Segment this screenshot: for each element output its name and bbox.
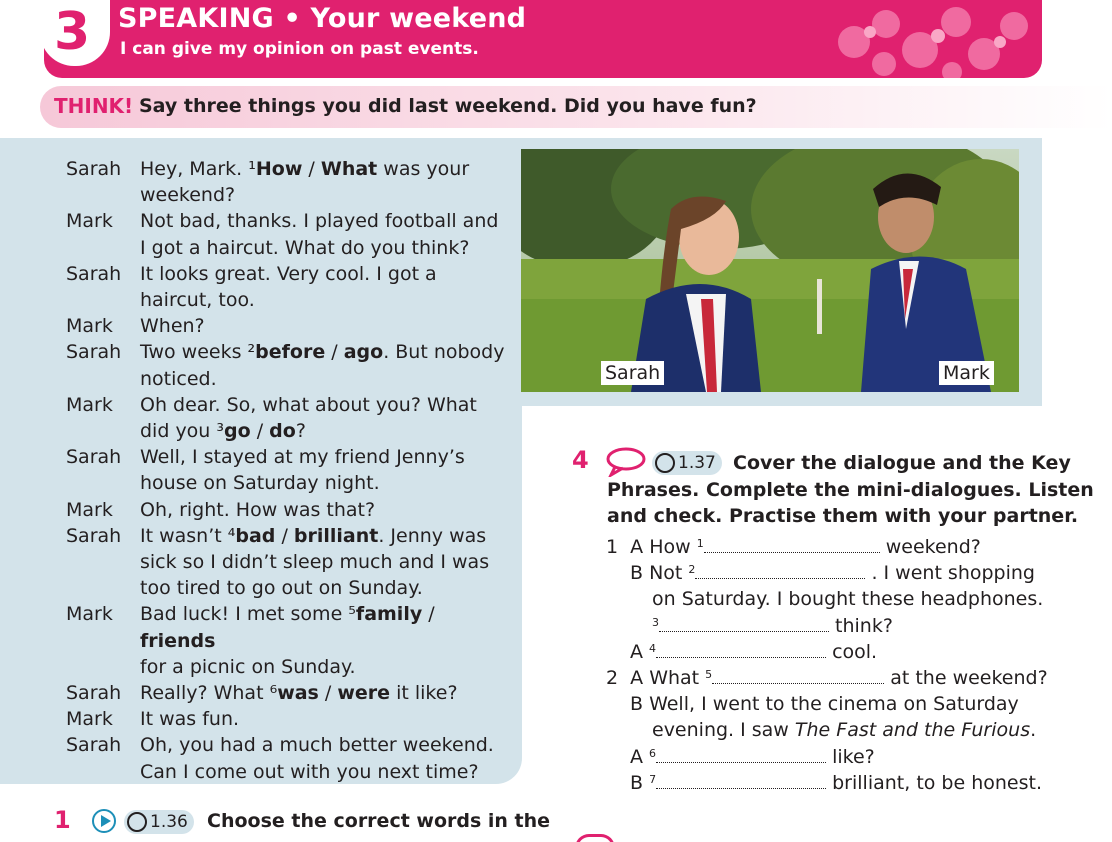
dialogue-speaker (66, 470, 140, 496)
mini-dialogue-line: 2 A What $^5$ at the weekend? (606, 666, 1048, 689)
exercise-1-instruction: Choose the correct words in the (207, 810, 551, 832)
dialogue-text: It wasn’t ⁴bad / brilliant. Jenny was (140, 524, 487, 547)
dialogue-line (66, 339, 516, 365)
mini-dialogue-line: B Well, I went to the cinema on Saturday (630, 693, 1019, 716)
exercise-4-instruction-line-1: Cover the dialogue and the Key (733, 452, 1071, 474)
dialogue-line (66, 208, 516, 234)
dialogue-speaker (66, 759, 140, 785)
photo-illustration (521, 149, 1019, 392)
dialogue-text: too tired to go out on Sunday. (140, 577, 423, 600)
dialogue-text: It was fun. (140, 708, 240, 731)
dialogue-line (66, 156, 516, 182)
think-label: THINK! (54, 94, 134, 118)
answer-blank-3[interactable] (659, 614, 829, 632)
video-still-photo (521, 149, 1019, 392)
dialogue-line (66, 261, 516, 287)
dialogue-text: Oh, right. How was that? (140, 498, 376, 521)
audio-track-1-37[interactable] (652, 451, 722, 475)
dialogue-speaker: Sarah (66, 158, 122, 180)
dialogue-line (66, 470, 516, 496)
dialogue-text: Oh dear. So, what about you? What (140, 393, 477, 416)
dialogue-speaker (66, 366, 140, 392)
exercise-1-number: 1 (54, 806, 71, 834)
dialogue-text: noticed. (140, 367, 217, 390)
answer-blank-1[interactable] (704, 535, 880, 553)
dialogue-line (66, 601, 516, 653)
dialogue (66, 156, 516, 785)
dialogue-text: Not bad, thanks. I played football and (140, 210, 499, 233)
think-prompt: Say three things you did last weekend. Did you have fun? (139, 95, 757, 117)
dialogue-line (66, 235, 516, 261)
dialogue-line (66, 497, 516, 523)
lesson-title: SPEAKING • Your weekend (118, 3, 527, 34)
play-video-icon[interactable] (92, 809, 116, 833)
speech-bubble-icon (575, 834, 615, 842)
audio-disc-icon (127, 812, 147, 832)
answer-blank-6[interactable] (656, 745, 826, 763)
dialogue-speaker (66, 235, 140, 261)
dialogue-text: haircut, too. (140, 289, 255, 312)
dialogue-line (66, 706, 516, 732)
dialogue-line (66, 759, 516, 785)
dialogue-line (66, 523, 516, 549)
lesson-number: 3 (54, 2, 91, 62)
dialogue-text: sick so I didn’t sleep much and I was (140, 551, 490, 574)
dialogue-line (66, 287, 516, 313)
dialogue-speaker: Mark (66, 315, 113, 338)
audio-track-number: 1.36 (150, 812, 188, 832)
audio-track-1-36[interactable] (124, 810, 194, 834)
dialogue-speaker: Sarah (66, 524, 122, 547)
dialogue-line (66, 366, 516, 392)
dialogue-text: Hey, Mark. ¹How / What was your (140, 158, 470, 180)
dialogue-text: I got a haircut. What do you think? (140, 236, 470, 259)
mini-dialogue-line: $^3$ think? (652, 614, 893, 637)
dialogue-speaker: Mark (66, 603, 113, 626)
dialogue-line (66, 392, 516, 418)
answer-blank-4[interactable] (656, 640, 826, 658)
dialogue-text: Well, I stayed at my friend Jenny’s (140, 446, 465, 469)
dialogue-line (66, 732, 516, 758)
mini-dialogue-line: B Not $^2$ . I went shopping (630, 562, 1035, 585)
mini-dialogue-line: on Saturday. I bought these headphones. (652, 588, 1044, 611)
dialogue-speaker: Sarah (66, 341, 122, 364)
dialogue-text: Oh, you had a much better weekend. (140, 734, 494, 757)
audio-disc-icon (655, 453, 675, 473)
answer-blank-7[interactable] (656, 771, 826, 789)
mini-dialogues (606, 534, 1046, 796)
lesson-subtitle: I can give my opinion on past events. (120, 39, 479, 59)
dialogue-speaker: Mark (66, 498, 113, 521)
dialogue-text: Bad luck! I met some ⁵family / friends (140, 603, 435, 652)
speech-bubble-icon (605, 447, 647, 477)
exercise-4-instruction-line-2: Phrases. Complete the mini-dialogues. Listen (607, 479, 1094, 501)
dialogue-speaker (66, 418, 140, 444)
exercise-4-number: 4 (572, 446, 589, 474)
dialogue-line (66, 549, 516, 575)
mini-dialogue-line: A $^6$ like? (630, 745, 875, 768)
dialogue-speaker: Mark (66, 393, 113, 416)
dialogue-line (66, 680, 516, 706)
dialogue-speaker: Sarah (66, 682, 122, 705)
dialogue-line (66, 418, 516, 444)
dialogue-line (66, 182, 516, 208)
mini-dialogue-line: evening. I saw The Fast and the Furious. (652, 719, 1037, 742)
dialogue-speaker (66, 575, 140, 601)
dialogue-text: for a picnic on Sunday. (140, 655, 356, 678)
dialogue-speaker (66, 182, 140, 208)
exercise-4-instruction-line-3: and check. Practise them with your partner. (607, 505, 1079, 527)
photo-caption-sarah: Sarah (601, 361, 664, 385)
dialogue-text: Can I come out with you next time? (140, 760, 479, 783)
dialogue-line (66, 313, 516, 339)
dialogue-speaker: Sarah (66, 734, 122, 757)
answer-blank-2[interactable] (695, 561, 865, 579)
dialogue-text: weekend? (140, 184, 236, 207)
dialogue-speaker (66, 654, 140, 680)
dialogue-speaker (66, 549, 140, 575)
dialogue-speaker: Sarah (66, 446, 122, 469)
dialogue-line (66, 654, 516, 680)
dialogue-text: house on Saturday night. (140, 472, 380, 495)
decorative-pattern (824, 2, 1034, 78)
mini-dialogue-line: 1 A How $^1$ weekend? (606, 536, 981, 558)
dialogue-speaker: Sarah (66, 262, 122, 285)
dialogue-text: It looks great. Very cool. I got a (140, 262, 437, 285)
dialogue-text: Two weeks ²before / ago. But nobody (140, 341, 505, 364)
dialogue-line (66, 575, 516, 601)
answer-blank-5[interactable] (712, 666, 884, 684)
dialogue-speaker: Mark (66, 210, 113, 233)
dialogue-text: Really? What ⁶was / were it like? (140, 682, 458, 705)
mini-dialogue-line: A $^4$ cool. (630, 640, 878, 663)
dialogue-text: When? (140, 315, 205, 338)
photo-caption-mark: Mark (939, 361, 994, 385)
dialogue-line (66, 444, 516, 470)
dialogue-speaker: Mark (66, 708, 113, 731)
mini-dialogue-line: B $^7$ brilliant, to be honest. (630, 771, 1043, 794)
dialogue-speaker (66, 287, 140, 313)
dialogue-text: did you ³go / do? (140, 420, 306, 443)
audio-track-number: 1.37 (678, 453, 716, 473)
